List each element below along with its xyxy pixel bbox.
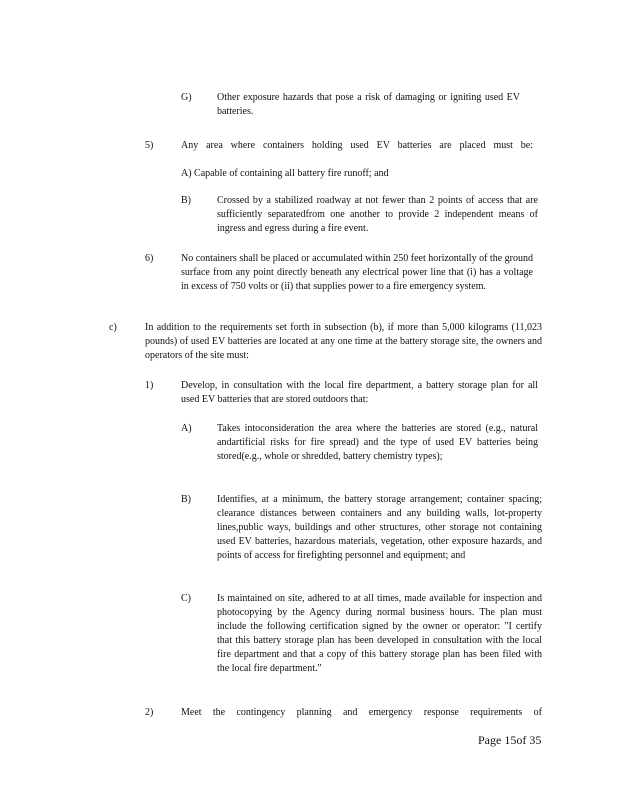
- item-text: Identifies, at a minimum, the battery storage arrangement; container spacing; clearance distances between containers and any building walls, lot-property lines,public ways, buildings and other structures, other storage not containing used EV batteries, hazardous materials, vegetation, other exposure hazards, and points of access for firefighting personnel and equipment; and: [217, 494, 542, 561]
- item-label: 6): [145, 253, 154, 264]
- item-label: 5): [145, 140, 154, 151]
- item-label: C): [181, 593, 191, 604]
- item-text: Develop, in consultation with the local fire department, a battery storage plan for all used EV batteries that are stored outdoors that:: [181, 380, 538, 405]
- item-text: In addition to the requirements set forth in subsection (b), if more than 5,000 kilograms (11,023 pounds) of used EV batteries are located at any one time at the battery storage site, the owners and operators of the site must:: [145, 322, 542, 361]
- item-label: c): [109, 322, 117, 333]
- item-text: A) Capable of containing all battery fire runoff; and: [181, 168, 389, 179]
- item-label: 1): [145, 380, 154, 391]
- item-text: Takes intoconsideration the area where the batteries are stored (e.g., natural andartificial risks for fire spread) and the type of used EV batteries being stored(e.g., whole or shredded, battery chemistry types);: [217, 423, 538, 462]
- item-label: 2): [145, 707, 154, 718]
- item-text: Meet the contingency planning and emergency response requirements of: [181, 707, 542, 718]
- item-text: No containers shall be placed or accumulated within 250 feet horizontally of the ground surface from any point directly beneath any electrical power line that (i) has a voltage in excess of 750 volts or (ii) that supplies power to a fire emergency system.: [181, 253, 533, 292]
- item-text: Crossed by a stabilized roadway at not fewer than 2 points of access that are sufficiently separatedfrom one another to provide 2 independent means of ingress and egress during a fire event.: [217, 195, 538, 234]
- item-text: Any area where containers holding used EV batteries are placed must be:: [181, 140, 533, 151]
- item-label: B): [181, 494, 191, 505]
- item-label: A): [181, 423, 192, 434]
- item-text: Is maintained on site, adhered to at all times, made available for inspection and photocopying by the Agency during normal business hours. The plan must include the following certification signed by the owner or operator: "I certify that this battery storage plan has been developed in consultation with the local fire department and that a copy of this battery storage plan has been filed with the local fire department.": [217, 593, 542, 674]
- item-label: B): [181, 195, 191, 206]
- item-label: G): [181, 92, 192, 103]
- item-text: Other exposure hazards that pose a risk of damaging or igniting used EV batteries.: [217, 92, 520, 117]
- page-number: Page 15of 35: [478, 733, 542, 747]
